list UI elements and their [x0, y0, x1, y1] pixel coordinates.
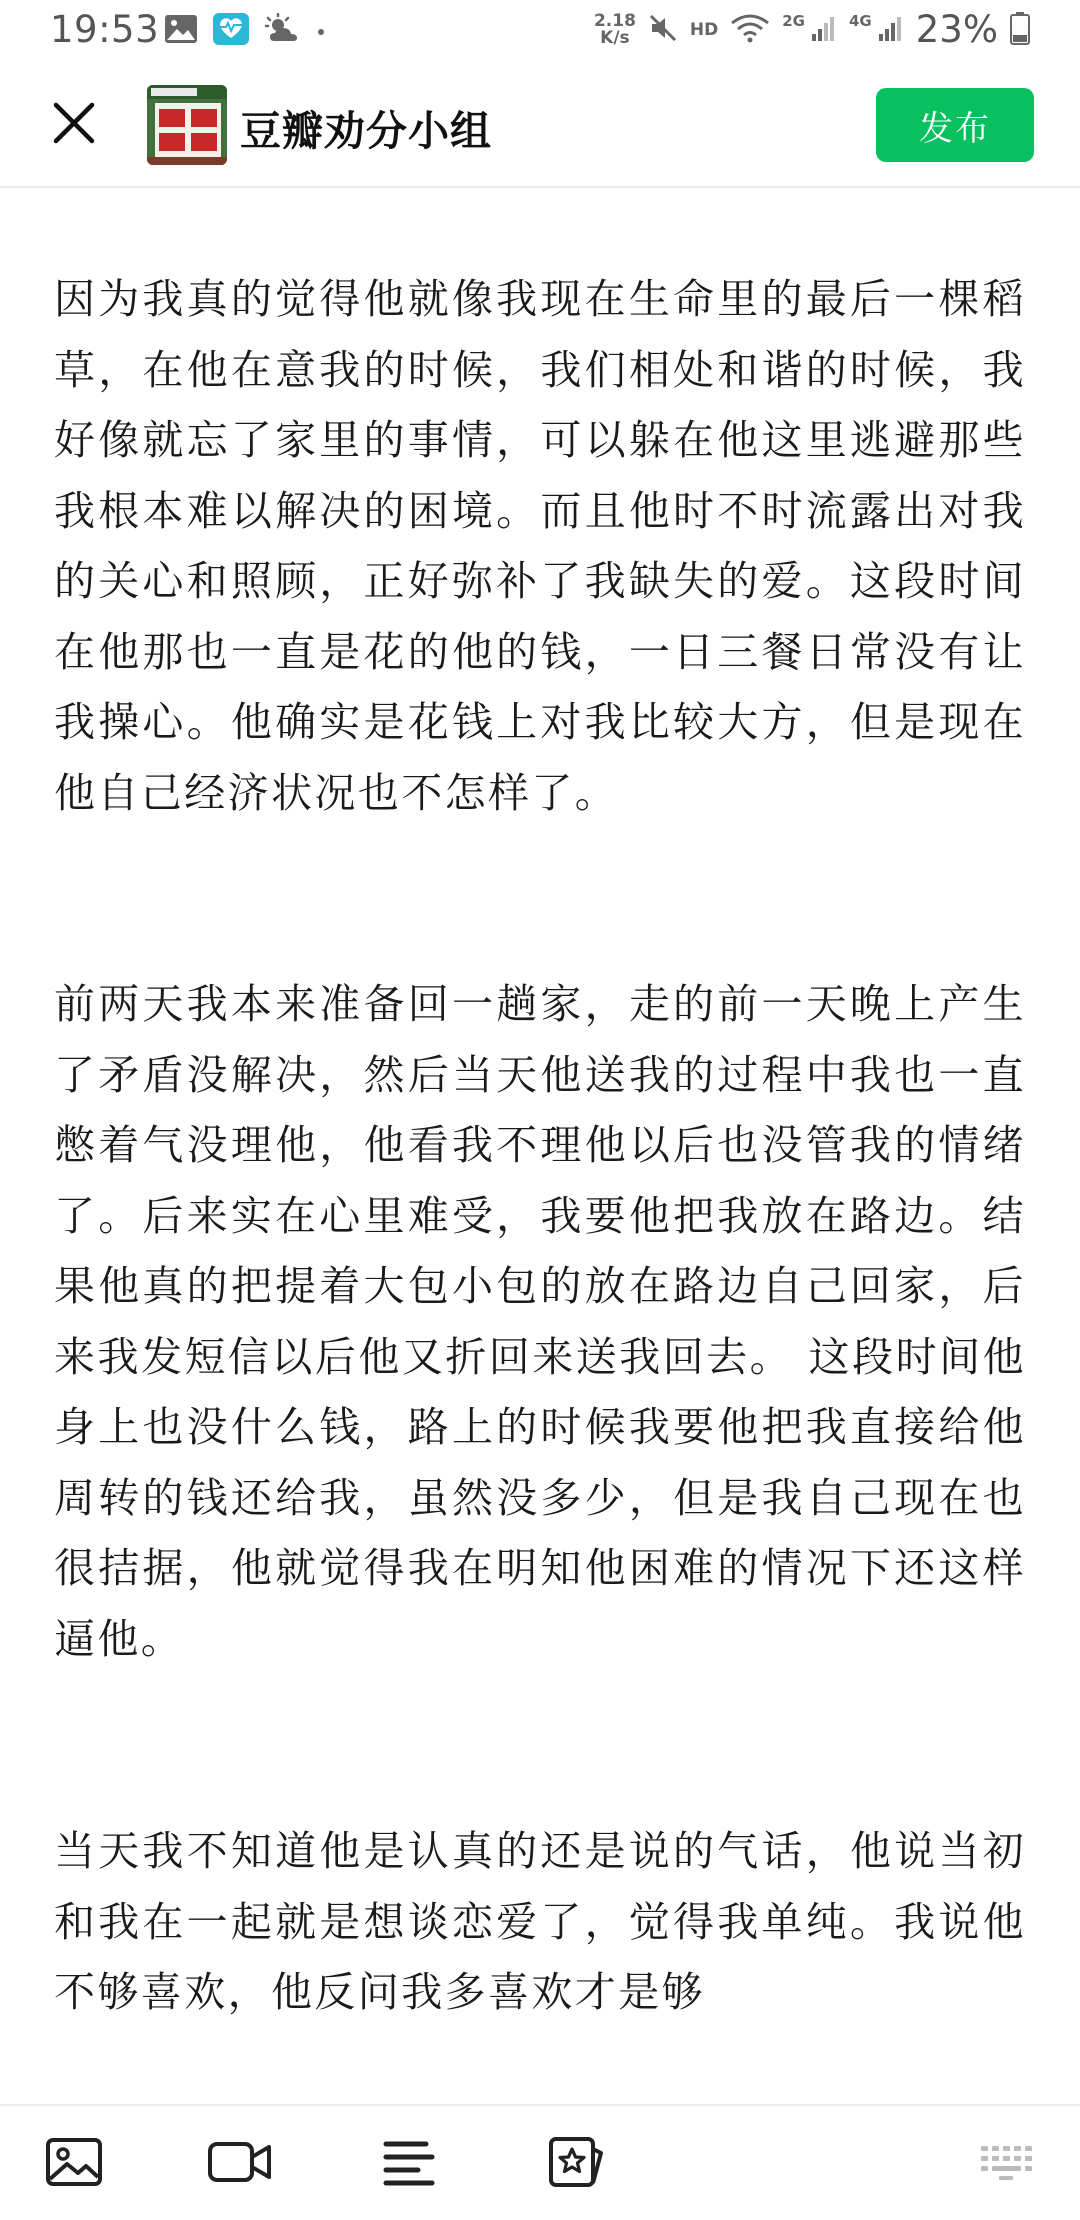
group-title: 豆瓣劝分小组 — [240, 107, 492, 155]
insert-image-button[interactable] — [42, 2136, 106, 2192]
weather-icon — [264, 13, 302, 49]
network-speed — [593, 10, 636, 48]
status-bar — [0, 0, 1080, 62]
group-avatar[interactable] — [147, 85, 227, 165]
close-button[interactable] — [46, 97, 102, 153]
image-icon — [45, 2137, 103, 2191]
signal-icon-2 — [878, 14, 904, 46]
signal-icon-1 — [811, 14, 837, 46]
text-format-button[interactable] — [377, 2136, 441, 2192]
sticker-icon — [547, 2135, 605, 2193]
battery-percentage: 23% — [915, 8, 998, 51]
text-format-icon — [382, 2137, 436, 2191]
mute-icon — [648, 13, 678, 47]
editor-toolbar — [0, 2104, 1080, 2220]
compose-header — [0, 62, 1080, 188]
notification-icons — [164, 12, 326, 50]
post-content-editor[interactable] — [0, 188, 1080, 2104]
post-paragraph[interactable]: 因为我真的觉得他就像我现在生命里的最后一棵稻草，在他在意我的时候，我们相处和谐的时候，我好像就忘了家里的事情，可以躲在他这里逃避那些我根本难以解决的困境。而且他时不时流露出对我的关心和照顾，正好弥补了我缺失的爱。这段时间在他那也一直是花的他的钱，一日三餐日常没有让我操心。他确实是花钱上对我比较大方，但是现在他自己经济状况也不怎样了。 — [54, 275, 1026, 817]
hide-keyboard-button[interactable] — [974, 2136, 1038, 2192]
group-avatar-image — [147, 85, 227, 165]
close-icon — [52, 101, 96, 149]
wifi-icon — [730, 13, 770, 47]
network-speed-unit: K/s — [600, 27, 630, 48]
network-type-label-1: 2G — [782, 12, 805, 30]
publish-button[interactable]: 发布 — [876, 88, 1034, 162]
status-time: 19:53 — [50, 8, 160, 51]
battery-icon — [1010, 11, 1030, 49]
post-paragraph[interactable]: 前两天我本来准备回一趟家，走的前一天晚上产生了矛盾没解决，然后当天他送我的过程中我也一直憋着气没理他，他看我不理他以后也没管我的情绪了。后来实在心里难受，我要他把我放在路边。结果他真的把提着大包小包的放在路边自己回家，后来我发短信以后他又折回来送我回去。 这段时间他身上也没什么钱，路上的时候我要他把我直接给他周转的钱还给我，虽然没多少，但是我自己现在也很拮据，他就觉得我在明知他困难的情况下还这样逼他。 — [54, 980, 1026, 1663]
keyboard-icon — [979, 2142, 1033, 2186]
post-paragraph[interactable]: 当天我不知道他是认真的还是说的气话，他说当初和我在一起就是想谈恋爱了，觉得我单纯。我说他不够喜欢，他反问我多喜欢才是够 — [54, 1827, 1026, 2016]
network-type-label-2: 4G — [849, 12, 872, 30]
gallery-icon — [164, 14, 198, 48]
insert-video-button[interactable] — [208, 2136, 272, 2192]
hd-voice-label: HD — [689, 19, 719, 40]
health-app-icon — [212, 12, 250, 50]
more-notifications-dot — [316, 22, 326, 41]
network-speed-value: 2.18 — [593, 10, 636, 31]
system-status — [594, 8, 1030, 51]
insert-sticker-button[interactable] — [544, 2136, 608, 2192]
video-camera-icon — [207, 2139, 273, 2189]
